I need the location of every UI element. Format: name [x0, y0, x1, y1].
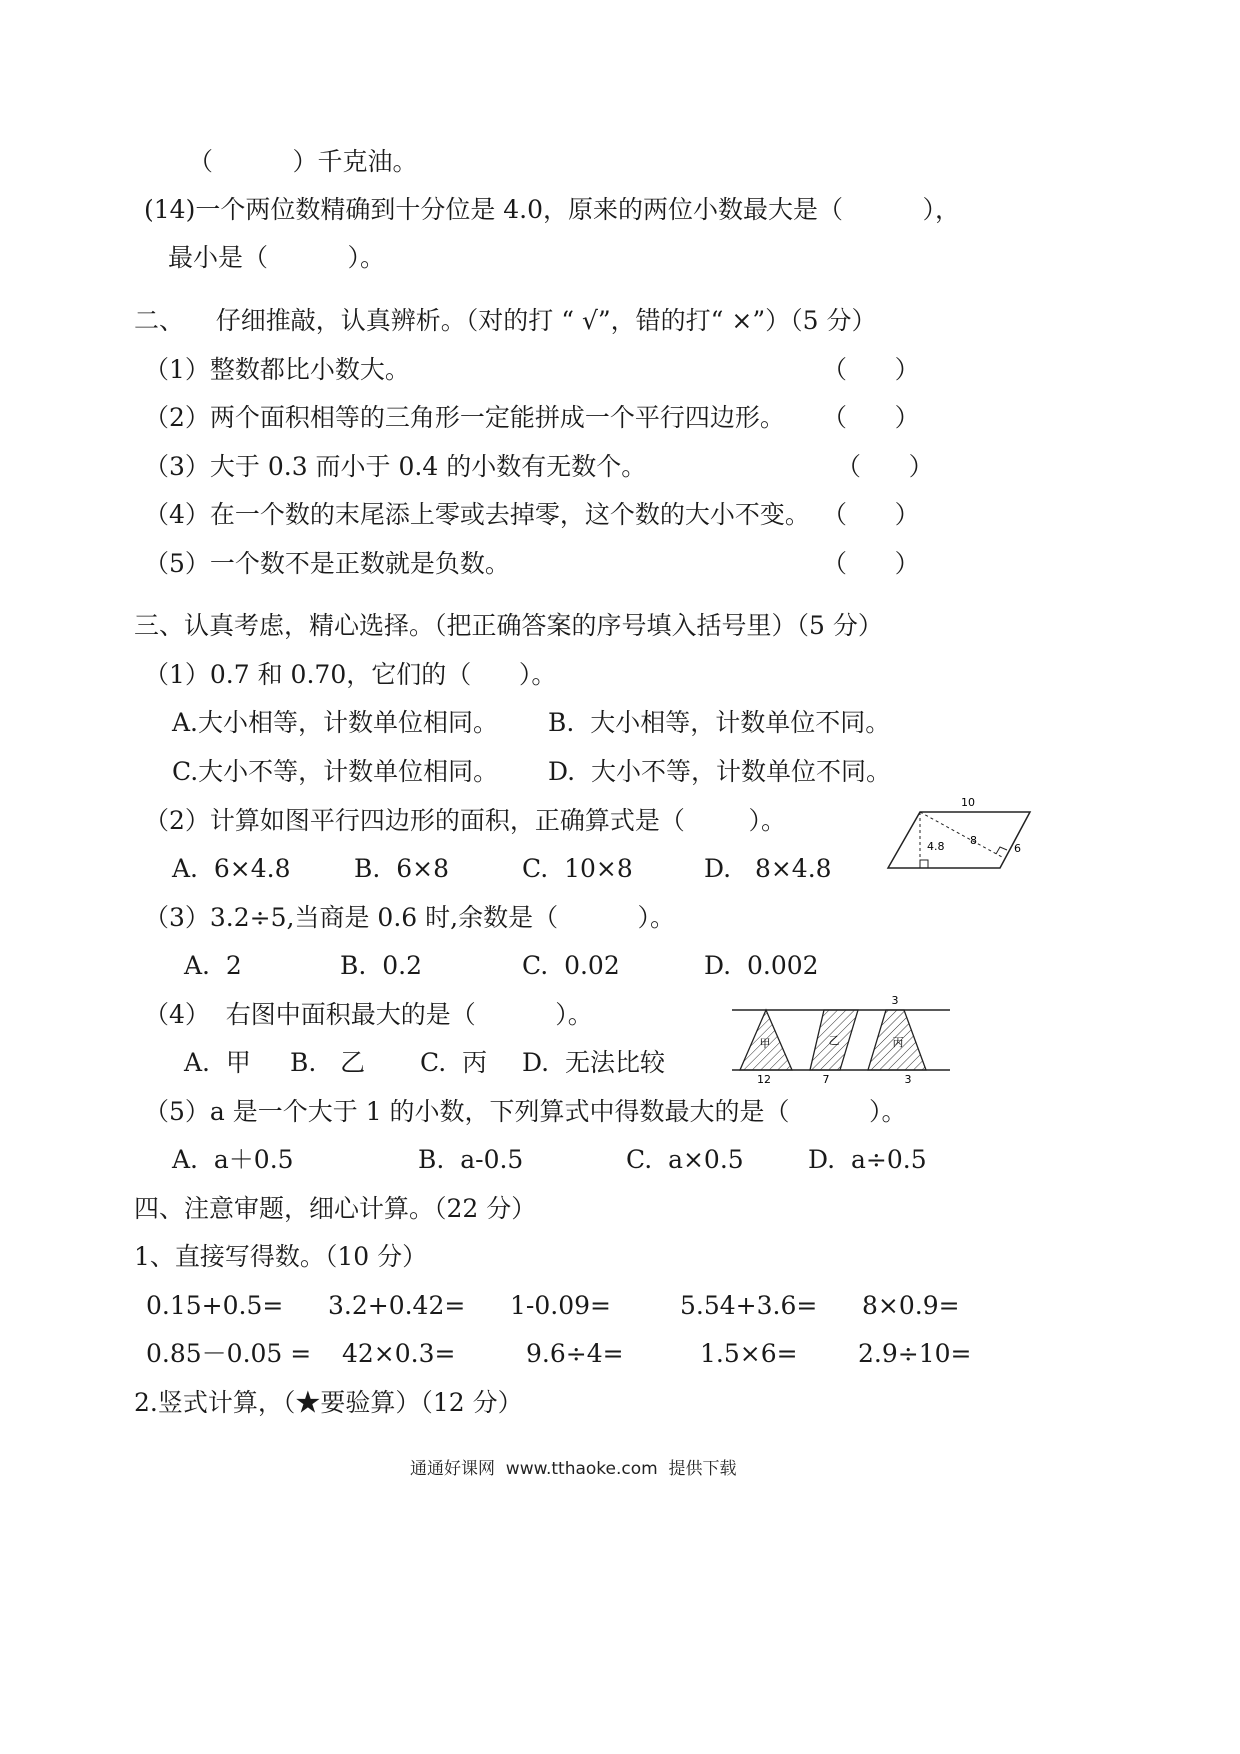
parallelogram-figure [880, 792, 1040, 878]
question-14-line-2: 最小是（ ）。 [168, 243, 385, 272]
calc-row2-item4: 1.5×6= [700, 1339, 798, 1368]
choice-q5-option-c: C. a×0.5 [626, 1145, 744, 1174]
calc-row1-item2: 3.2+0.42= [328, 1291, 466, 1320]
right-angle-mark [920, 860, 928, 868]
calc-row2-item3: 9.6÷4= [526, 1339, 624, 1368]
section-4-heading: 四、注意审题，细心计算。（22 分） [134, 1194, 537, 1223]
choice-q2-option-b: B. 6×8 [354, 854, 449, 883]
judge-item-2: （2）两个面积相等的三角形一定能拼成一个平行四边形。 [144, 403, 785, 432]
choice-q2-option-c: C. 10×8 [522, 854, 633, 883]
choice-q2-stem: （2）计算如图平行四边形的面积，正确算式是（ ）。 [144, 806, 786, 835]
judge-item-1: （1）整数都比小数大。 [144, 355, 410, 384]
base-3-label: 3 [904, 1073, 912, 1086]
judge-item-3-blank: （ ） [836, 452, 934, 481]
choice-q3-option-c: C. 0.02 [522, 951, 620, 980]
diag-label: 8 [970, 834, 977, 847]
choice-q1-option-d: D. 大小不等，计数单位不同。 [548, 757, 891, 786]
choice-q4-option-c: C. 丙 [420, 1048, 488, 1077]
judge-item-3: （3）大于 0.3 而小于 0.4 的小数有无数个。 [144, 452, 647, 481]
choice-q4-option-b: B. 乙 [290, 1048, 366, 1077]
right-angle-mark-2 [996, 847, 1007, 854]
calc-row1-item5: 8×0.9= [862, 1291, 960, 1320]
choice-q5-stem: （5）a 是一个大于 1 的小数，下列算式中得数最大的是（ ）。 [144, 1097, 907, 1126]
choice-q3-option-a: A. 2 [184, 951, 242, 980]
section-3-heading: 三、认真考虑，精心选择。（把正确答案的序号填入括号里）（5 分） [134, 611, 883, 640]
calc-row1-item3: 1-0.09= [510, 1291, 611, 1320]
judge-item-4-blank: （ ） [822, 500, 920, 529]
choice-q4-option-a: A. 甲 [184, 1048, 251, 1077]
base-1-label: 12 [757, 1073, 771, 1086]
label-yi: 乙 [828, 1034, 840, 1047]
choice-q3-stem: （3）3.2÷5,当商是 0.6 时,余数是（ ）。 [144, 903, 676, 932]
three-shapes-figure [728, 992, 954, 1086]
choice-q4-option-d: D. 无法比较 [522, 1048, 665, 1077]
choice-q5-option-a: A. a＋0.5 [172, 1145, 294, 1174]
calc-row2-item2: 42×0.3= [342, 1339, 456, 1368]
calc-row2-item1: 0.85－0.05 = [146, 1339, 312, 1368]
choice-q3-option-d: D. 0.002 [704, 951, 819, 980]
vertical-calc-heading: 2.竖式计算，（★要验算）（12 分） [134, 1388, 523, 1417]
top-label: 10 [961, 796, 975, 809]
question-14-line-1: (14)一个两位数精确到十分位是 4.0，原来的两位小数最大是（ ）， [144, 195, 960, 224]
calc-row1-item4: 5.54+3.6= [680, 1291, 818, 1320]
choice-q1-option-c: C.大小不等，计数单位相同。 [172, 757, 499, 786]
section-2-heading: 二、 仔细推敲，认真辨析。（对的打 “ √”，错的打“ ×”）（5 分） [134, 306, 877, 335]
base-2-label: 7 [822, 1073, 830, 1086]
judge-item-5: （5）一个数不是正数就是负数。 [144, 549, 510, 578]
judge-item-2-blank: （ ） [822, 403, 920, 432]
judge-item-1-blank: （ ） [822, 355, 920, 384]
choice-q1-stem: （1）0.7 和 0.70，它们的（ ）。 [144, 660, 557, 689]
judge-item-4: （4）在一个数的末尾添上零或去掉零，这个数的大小不变。 [144, 500, 810, 529]
choice-q2-option-d: D. 8×4.8 [704, 854, 832, 883]
side-label: 6 [1014, 842, 1021, 855]
calc-row1-item1: 0.15+0.5= [146, 1291, 284, 1320]
oral-calc-heading: 1、直接写得数。（10 分） [134, 1242, 428, 1271]
label-jia: 甲 [759, 1037, 771, 1050]
choice-q1-option-b: B. 大小相等，计数单位不同。 [548, 708, 891, 737]
choice-q5-option-b: B. a-0.5 [418, 1145, 524, 1174]
height-label: 4.8 [927, 840, 945, 853]
footer-credit: 通通好课网 www.tthaoke.com 提供下载 [410, 1459, 737, 1479]
choice-q4-stem: （4） 右图中面积最大的是（ ）。 [144, 1000, 593, 1029]
choice-q2-option-a: A. 6×4.8 [172, 854, 291, 883]
choice-q5-option-d: D. a÷0.5 [808, 1145, 927, 1174]
judge-item-5-blank: （ ） [822, 549, 920, 578]
top-width-label: 3 [891, 994, 899, 1007]
label-bing: 丙 [892, 1036, 904, 1049]
choice-q1-option-a: A.大小相等，计数单位相同。 [172, 708, 499, 737]
choice-q3-option-b: B. 0.2 [340, 951, 422, 980]
oil-answer-line: （ ）千克油。 [188, 147, 418, 176]
parallelogram-shape [888, 812, 1030, 868]
calc-row2-item5: 2.9÷10= [858, 1339, 972, 1368]
